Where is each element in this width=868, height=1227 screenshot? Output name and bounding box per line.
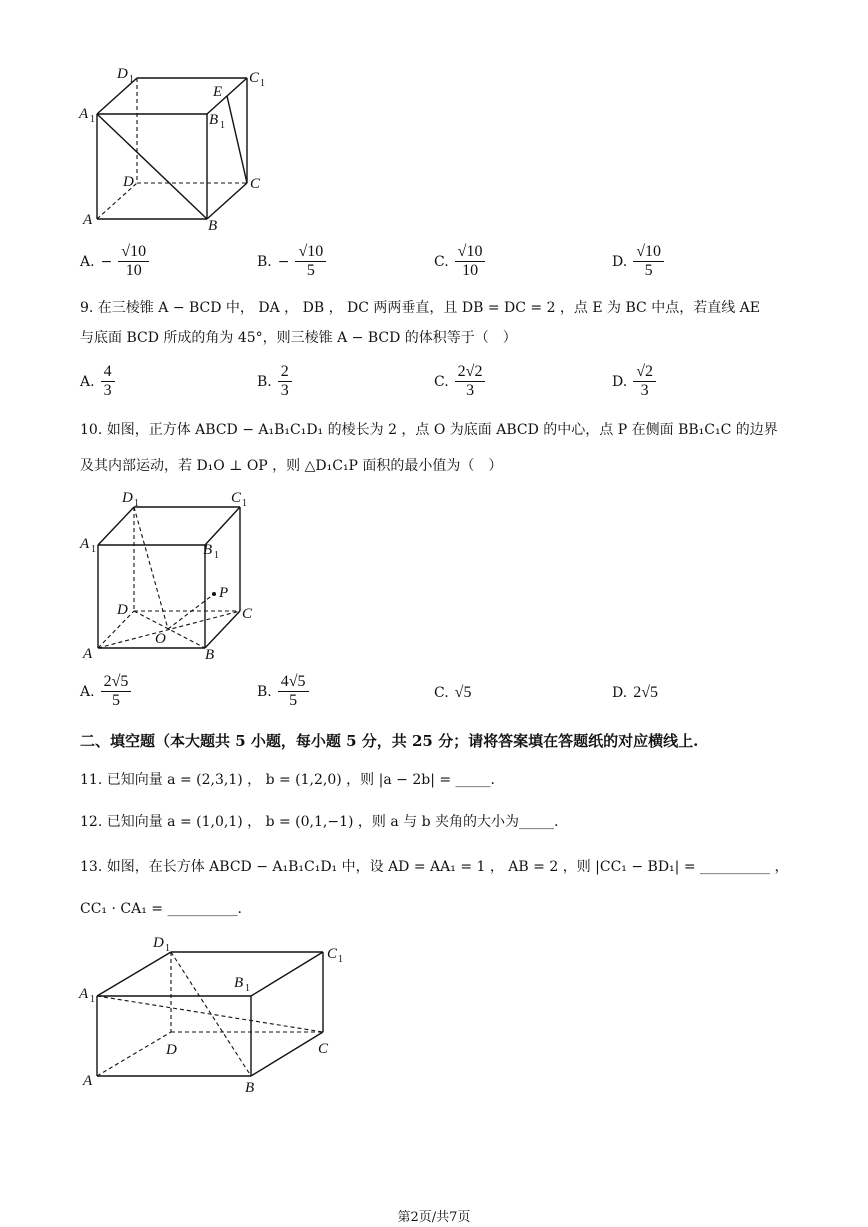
q10-option-d: D. 2√5: [612, 684, 658, 701]
q10-option-a: A. $\frac{2√5}{5}$: [80, 673, 131, 711]
q9-option-b: B. $\frac{2}{3}$: [257, 363, 292, 401]
svg-text:1: 1: [260, 78, 265, 89]
label-A: A: [83, 646, 93, 662]
q13-line-2: CC₁ · CA₁ = __________.: [80, 901, 242, 917]
q8-option-a: A. − $\frac{√10}{10}$: [80, 243, 149, 281]
label-B: B: [208, 218, 218, 234]
label-A: A: [83, 212, 93, 228]
label-B1: B: [234, 975, 244, 991]
q9-line-1: 9. 在三棱锥 A − BCD 中， DA ， DB ， DC 两两垂直，且 DB = DC = 2 ，点 E 为 BC 中点，若直线 AE: [80, 300, 760, 316]
q10-line-2: 及其内部运动，若 D₁O ⊥ OP ，则 △D₁C₁P 面积的最小值为（ ）: [80, 458, 503, 474]
svg-text:1: 1: [214, 550, 219, 561]
label-D: D: [123, 174, 134, 190]
label-D: D: [166, 1042, 177, 1058]
label-B: B: [205, 647, 215, 663]
label-D: D: [117, 602, 128, 618]
label-P: P: [219, 585, 229, 601]
label-D1: D: [117, 66, 128, 82]
label-B: B: [245, 1080, 255, 1096]
q8-option-b: B. − $\frac{√10}{5}$: [257, 243, 326, 281]
section-heading: 二、填空题（本大题共 5 小题，每小题 5 分，共 25 分；请将答案填在答题纸的对应横线上.: [80, 732, 699, 750]
q13-line-1: 13. 如图，在长方体 ABCD − A₁B₁C₁D₁ 中，设 AD = AA₁ = 1 ， AB = 2 ，则 |CC₁ − BD₁| = __________ ，: [80, 859, 789, 875]
q10-option-c: C. √5: [434, 684, 472, 701]
label-D1: D: [122, 490, 133, 506]
q8-option-c: C. $\frac{√10}{10}$: [434, 243, 485, 281]
label-A1: A: [79, 986, 89, 1002]
label-C1: C: [327, 946, 338, 962]
q12-text: 12. 已知向量 a = (1,0,1) ， b = (0,1,−1) ，则 a 与 b 夹角的大小为_____.: [80, 814, 559, 830]
q9-line-2: 与底面 BCD 所成的角为 45°，则三棱锥 A − BCD 的体积等于（ ）: [80, 330, 517, 346]
label-C: C: [318, 1041, 329, 1057]
page-footer: 第2页/共7页: [397, 1210, 471, 1225]
cube-figure-2: [78, 486, 278, 666]
svg-text:1: 1: [165, 943, 170, 954]
svg-text:1: 1: [91, 544, 96, 555]
svg-text:1: 1: [129, 74, 134, 85]
label-D1: D: [153, 935, 164, 951]
cube-figure-1: [75, 62, 275, 237]
label-A1: A: [80, 536, 90, 552]
svg-text:1: 1: [242, 498, 247, 509]
svg-text:1: 1: [134, 498, 139, 509]
svg-text:1: 1: [90, 114, 95, 125]
label-O: O: [155, 631, 166, 647]
q8-option-d: D. $\frac{√10}{5}$: [612, 243, 664, 281]
q9-option-c: C. $\frac{2√2}{3}$: [434, 363, 485, 401]
q10-option-b: B. $\frac{4√5}{5}$: [257, 673, 309, 711]
svg-text:1: 1: [338, 954, 343, 965]
label-C: C: [242, 606, 253, 622]
svg-text:1: 1: [220, 120, 225, 131]
label-E: E: [213, 84, 223, 100]
cuboid-figure-3: [75, 932, 365, 1102]
q11-text: 11. 已知向量 a = (2,3,1) ， b = (1,2,0) ，则 |a − 2b| = _____.: [80, 772, 495, 788]
label-C1: C: [231, 490, 242, 506]
label-C1: C: [249, 70, 260, 86]
label-A1: A: [79, 106, 89, 122]
label-B1: B: [209, 112, 219, 128]
label-C: C: [250, 176, 261, 192]
svg-text:1: 1: [245, 983, 250, 994]
label-B1: B: [203, 542, 213, 558]
q10-line-1: 10. 如图，正方体 ABCD − A₁B₁C₁D₁ 的棱长为 2 ，点 O 为底面 ABCD 的中心，点 P 在侧面 BB₁C₁C 的边界: [80, 422, 778, 438]
q9-option-d: D. $\frac{√2}{3}$: [612, 363, 656, 401]
label-A: A: [83, 1073, 93, 1089]
q9-option-a: A. $\frac{4}{3}$: [80, 363, 115, 401]
svg-text:1: 1: [90, 994, 95, 1005]
